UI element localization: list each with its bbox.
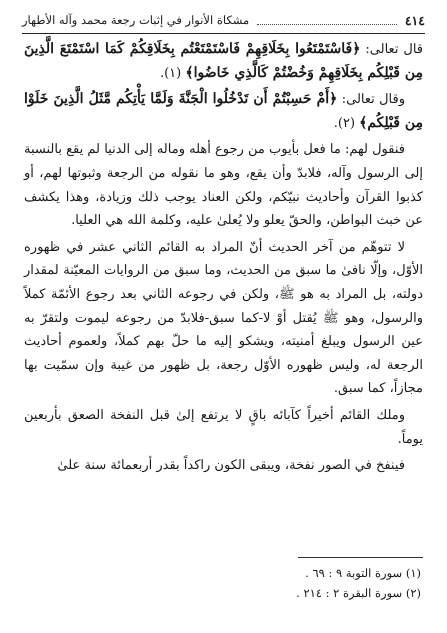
page-header	[22, 10, 425, 30]
footnote-ref: (٢).	[333, 115, 356, 131]
quran-verse: ﴿فَاسْتَمْتَعُوا بِخَلَاقِهِمْ فَاسْتَمْتَعْتُم بِخَلَاقِكُمْ كَمَا اسْتَمْتَعَ الَّذِينَ مِن قَبْلِكُم بِخَلَاقِهِمْ وَخُضْتُمْ كَالَّذِي خَاضُوا﴾	[24, 41, 423, 81]
header-dots	[257, 15, 397, 25]
text-paragraph: فنقول لهم: ما فعل بأيوب من رجوع أهله وماله إلى الدنيا لم يقع بالنسبة إلى الرسول وآله، فلابدّ وأن يقع، وهو ما نقوله من الرجعة وثبوتها لهم، أو كذبوا القرآن وأحاديث نبيّكم، ولكن العناد يوجب ذلك وزيادة، وهذا يكشف عن خبث البواطن، والحقّ يعلو ولا يُعلىٰ عليه، وكلمة الله هي العليا.	[24, 142, 423, 229]
footnotes	[24, 563, 421, 603]
page-number: ٤١٤	[404, 12, 425, 28]
page-body	[24, 38, 423, 481]
text-paragraph: فينفخ في الصور نفخة، ويبقى الكون راكداً بقدر أربعمائة سنة علىٰ	[57, 458, 405, 474]
footnote-ref: (١).	[159, 65, 182, 81]
verse-intro: وقال تعالى:	[341, 92, 405, 108]
running-title: مشكاة الأنوار في إثبات رجعة محمد وآله الأطهار	[22, 13, 250, 27]
verse-intro: قال تعالى:	[365, 42, 424, 57]
verse-paragraph-1	[24, 38, 423, 85]
text-paragraph: لا تتوهّم من آخر الحديث أنّ المراد به القائم الثاني عشر في ظهوره الأوّل، وإلّا نافىٰ ما سبق من الحديث، وما سبق من الروايات المعيّنة لمقدار دولته، بل المراد به هو ﷺ، ولكن في رجوعه الثاني بعد رجوع الأئمّة كملاً والرسول، وهو ﷺ يُقتل أوْ لا-كما سبق-فلابدّ من رجوعه ليموت ولتقرّ به عين الرسول ويبلغ أمنيته، ويشكو إليه ما حلّ بهم كملاً، ولعموم أحاديث الرجعة له، وليس ظهوره الأوّل رجعة، بل ظهور من غيبة وإن سمّيت بها مجازاً، كما سبق.	[24, 239, 423, 397]
text-paragraph: وملك القائم أخيراً كآبائه باقٍ لا يرتفع إلىٰ قبل النفخة الصعق بأربعين يوماً.	[24, 407, 423, 447]
footnote: (١) سورة التوبة ٩ : ٦٩ .	[305, 566, 421, 580]
footnote: (٢) سورة البقرة ٢ : ٢١٤ .	[296, 586, 421, 600]
footnote-rule	[298, 557, 423, 558]
header-rule	[22, 33, 425, 34]
quran-verse: ﴿أَمْ حَسِبْتُمْ أَن تَدْخُلُوا الْجَنَّةَ وَلَمَّا يَأْتِكُم مَّثَلُ الَّذِينَ خَلَوْا مِن قَبْلِكُم﴾	[24, 91, 423, 131]
verse-paragraph-2	[24, 88, 423, 135]
